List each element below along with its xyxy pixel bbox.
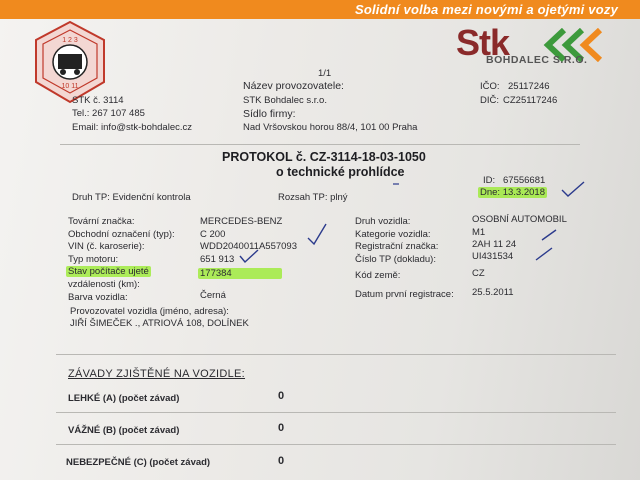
svg-text:10 11: 10 11 [61, 83, 79, 90]
company-seat-value: Nad Vršovskou horou 88/4, 101 00 Praha [243, 122, 418, 133]
company-email: Email: info@stk-bohdalec.cz [72, 122, 192, 133]
defects-dangerous-value: 0 [278, 455, 285, 467]
divider [56, 444, 616, 445]
checkmark-icon [306, 222, 328, 246]
make-label: Tovární značka: [68, 216, 135, 227]
tp-number-value: UI431534 [472, 251, 514, 262]
inspection-type: Druh TP: Evidenční kontrola [72, 192, 191, 203]
top-banner [0, 0, 640, 19]
first-registration-label: Datum první registrace: [355, 289, 454, 300]
vehicle-operator-value: JIŘÍ ŠIMEČEK ., ATRIOVÁ 108, DOLÍNEK [70, 318, 249, 329]
page-number: 1/1 [318, 68, 332, 79]
stk-logo-wordmark: Stk [456, 22, 510, 63]
defects-dangerous-label: NEBEZPEČNÉ (C) (počet závad) [66, 457, 211, 468]
dic-value: CZ25117246 [503, 95, 558, 106]
banner-slogan: Solidní volba mezi novými a ojetými vozy [354, 2, 618, 17]
odometer-label: Stav počítače ujeté [68, 266, 149, 277]
engine-label: Typ motoru: [68, 254, 119, 265]
vehicle-operator-label: Provozovatel vozidla (jméno, adresa): [70, 306, 229, 317]
stk-seal-logo [28, 20, 112, 104]
first-registration-value: 25.5.2011 [472, 287, 514, 298]
country-code-label: Kód země: [355, 270, 401, 281]
checkmark-icon [560, 180, 586, 198]
registration-value: 2AH 11 24 [472, 239, 517, 250]
operator-name-label: Název provozovatele: [243, 80, 344, 92]
model-label: Obchodní označení (typ): [68, 229, 175, 240]
vin-label: VIN (č. karoserie): [68, 241, 145, 252]
tp-number-label: Číslo TP (dokladu): [355, 254, 436, 265]
ico-label: IČO: [480, 81, 500, 92]
model-value: C 200 [200, 229, 226, 240]
pen-mark-icon [392, 180, 400, 188]
defects-serious-value: 0 [278, 422, 285, 434]
protocol-subtitle: o technické prohlídce [276, 165, 405, 179]
vin-value: WDD2040011A557093 [200, 241, 298, 252]
divider [56, 354, 616, 355]
company-seat-label: Sídlo firmy: [243, 108, 296, 120]
checkmark-icon [534, 246, 554, 262]
color-label: Barva vozidla: [68, 292, 128, 303]
engine-value: 651 913 [200, 254, 235, 265]
svg-text:1 2 3: 1 2 3 [62, 37, 78, 44]
defects-light-label: LEHKÉ (A) (počet závad) [68, 393, 180, 404]
category-label: Kategorie vozidla: [355, 229, 431, 240]
make-value: MERCEDES-BENZ [200, 216, 283, 227]
color-value: Černá [200, 290, 226, 301]
company-phone: Tel.: 267 107 485 [72, 108, 145, 119]
defects-heading: ZÁVADY ZJIŠTĚNÉ NA VOZIDLE: [68, 368, 246, 380]
stk-station-number: STK č. 3114 [72, 95, 124, 106]
divider [60, 144, 580, 145]
vehicle-kind-label: Druh vozidla: [355, 216, 411, 227]
inspection-scope: Rozsah TP: plný [278, 192, 348, 203]
country-code-value: CZ [472, 268, 485, 279]
checkmark-icon [238, 248, 260, 264]
id-value: 67556681 [503, 175, 546, 186]
dic-label: DIČ: [480, 95, 499, 106]
checkmark-icon [540, 228, 558, 242]
vehicle-kind-value: OSOBNÍ AUTOMOBIL [472, 214, 567, 225]
odometer-value: 177384 [198, 268, 282, 279]
defects-light-value: 0 [278, 390, 285, 402]
ico-value: 25117246 [508, 81, 550, 92]
divider [56, 412, 616, 413]
protocol-title: PROTOKOL č. CZ-3114-18-03-1050 [222, 150, 426, 164]
operator-name-value: STK Bohdalec s.r.o. [243, 95, 327, 106]
odometer-label-cont: vzdálenosti (km): [68, 279, 140, 290]
defects-serious-label: VÁŽNÉ (B) (počet závad) [68, 425, 180, 436]
id-label: ID: [483, 175, 496, 186]
registration-label: Registrační značka: [355, 241, 439, 252]
category-value: M1 [472, 227, 486, 238]
inspection-date: Dne: 13.3.2018 [480, 187, 545, 198]
stk-logo-subtitle: BOHDALEC S.R.O. [486, 54, 588, 66]
